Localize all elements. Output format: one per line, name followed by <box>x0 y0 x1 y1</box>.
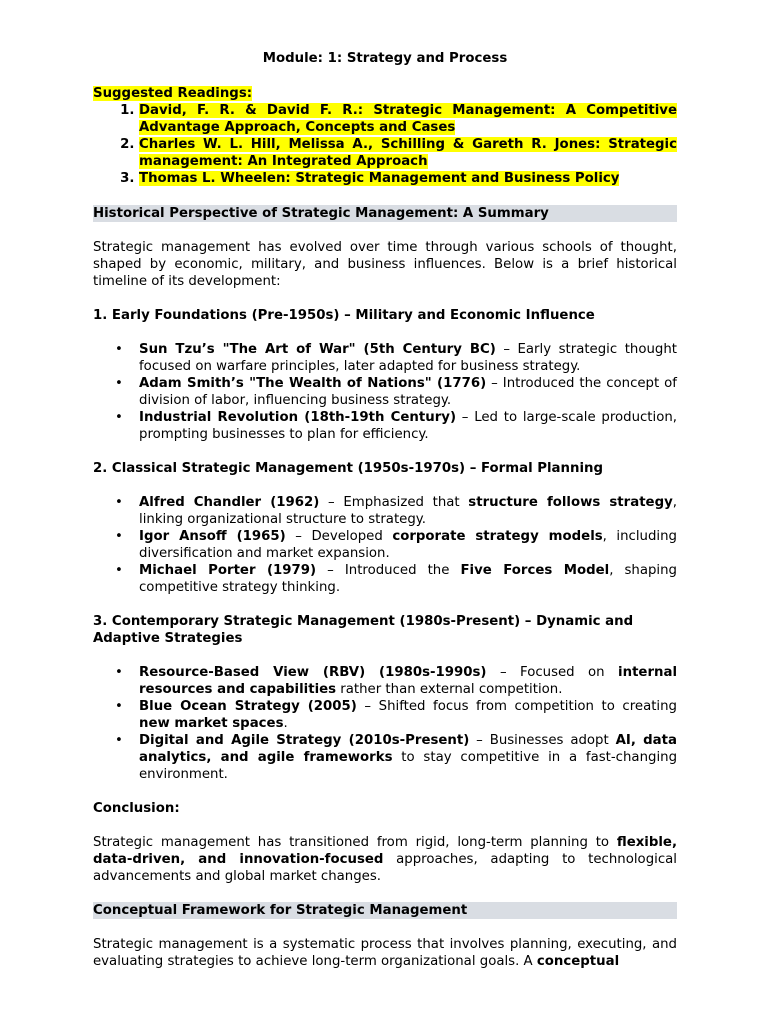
text-run: , shaping competitive strategy thinking. <box>139 563 677 595</box>
text-run: – Businesses adopt <box>469 733 616 748</box>
historical-heading: Historical Perspective of Strategic Management: A Summary <box>93 205 677 222</box>
reading-item: 2. Charles W. L. Hill, Melissa A., Schilling & Gareth R. Jones: Strategic management: An Integrated Approach <box>139 136 677 170</box>
bold-phrase: conceptual <box>536 954 620 969</box>
bold-phrase: AI, data analytics, and agile frameworks <box>139 733 677 765</box>
conclusion-text <box>93 834 677 885</box>
readings-heading: Suggested Readings: <box>93 86 253 101</box>
text-run: – Introduced the concept of division of labor, influencing business strategy. <box>139 376 677 408</box>
reading-item: 1. David, F. R. & David F. R.: Strategic Management: A Competitive Advantage Approach, Concepts and Cases <box>139 102 677 136</box>
bold-phrase: internal resources and capabilities <box>139 665 677 697</box>
bullet-list <box>93 494 677 596</box>
text-run: to stay competitive in a fast-changing environment. <box>139 750 678 782</box>
bullet-item <box>139 341 677 375</box>
text-run: . <box>283 716 288 731</box>
text-run: rather than external competition. <box>336 682 563 697</box>
bullet-term: Sun Tzu’s "The Art of War" (5th Century BC) <box>139 342 496 357</box>
readings-list <box>93 102 677 187</box>
bullet-item <box>139 409 677 443</box>
text-run: – Emphasized that <box>319 495 469 510</box>
bullet-term: Michael Porter (1979) <box>139 563 317 578</box>
document-page <box>93 50 677 987</box>
text-run: , including diversification and market expansion. <box>139 529 677 561</box>
text-run: – Focused on <box>486 665 619 680</box>
bullet-term: Alfred Chandler (1962) <box>139 495 320 510</box>
page-title: Module: 1: Strategy and Process <box>262 51 508 66</box>
section-heading: 2. Classical Strategic Management (1950s-1970s) – Formal Planning <box>93 461 604 476</box>
bullet-item <box>139 562 677 596</box>
bullet-item <box>139 698 677 732</box>
text-run: – Introduced the <box>316 563 461 578</box>
framework-heading: Conceptual Framework for Strategic Management <box>93 902 677 919</box>
section-heading: 1. Early Foundations (Pre-1950s) – Military and Economic Influence <box>93 308 595 323</box>
bullet-list <box>93 341 677 443</box>
bullet-item <box>139 664 677 698</box>
bullet-item <box>139 375 677 409</box>
bullet-term: Adam Smith’s "The Wealth of Nations" (1776) <box>139 376 487 391</box>
bullet-term: Resource-Based View (RBV) (1980s-1990s) <box>139 665 487 680</box>
historical-intro: Strategic management has evolved over time through various schools of thought, shaped by economic, military, and business influences. Below is a brief historical timeline of its development: <box>93 240 677 289</box>
bullet-term: Blue Ocean Strategy (2005) <box>139 699 357 714</box>
conclusion-heading: Conclusion: <box>93 801 180 816</box>
historical-sections <box>93 307 677 783</box>
text-run: – Shifted focus from competition to creating <box>356 699 677 714</box>
bold-phrase: Five Forces Model <box>460 563 610 578</box>
bullet-term: Industrial Revolution (18th-19th Century) <box>139 410 457 425</box>
text-run: , linking organizational structure to strategy. <box>139 495 677 527</box>
text-run: – Developed <box>285 529 393 544</box>
text-run: – Early strategic thought focused on warfare principles, later adapted for business strategy. <box>139 342 677 374</box>
framework-text <box>93 936 677 970</box>
bold-phrase: flexible, data-driven, and innovation-focused <box>93 835 677 867</box>
bullet-item <box>139 528 677 562</box>
bold-phrase: structure follows strategy <box>468 495 673 510</box>
bullet-list <box>93 664 677 783</box>
bullet-term: Digital and Agile Strategy (2010s-Present) <box>139 733 470 748</box>
bullet-item <box>139 732 677 783</box>
text-run: Strategic management is a systematic process that involves planning, executing, and evaluating strategies to achieve long-term organizational goals. A <box>93 937 677 969</box>
section-heading: 3. Contemporary Strategic Management (1980s-Present) – Dynamic and Adaptive Strategies <box>93 614 634 646</box>
bullet-term: Igor Ansoff (1965) <box>139 529 286 544</box>
reading-item: 3. Thomas L. Wheelen: Strategic Management and Business Policy <box>139 170 677 187</box>
text-run: approaches, adapting to technological advancements and global market changes. <box>93 852 677 884</box>
text-run: Strategic management has transitioned from rigid, long-term planning to <box>93 835 617 850</box>
bold-phrase: new market spaces <box>139 716 284 731</box>
bullet-item <box>139 494 677 528</box>
bold-phrase: corporate strategy models <box>392 529 603 544</box>
text-run: – Led to large-scale production, prompting businesses to plan for efficiency. <box>139 410 678 442</box>
